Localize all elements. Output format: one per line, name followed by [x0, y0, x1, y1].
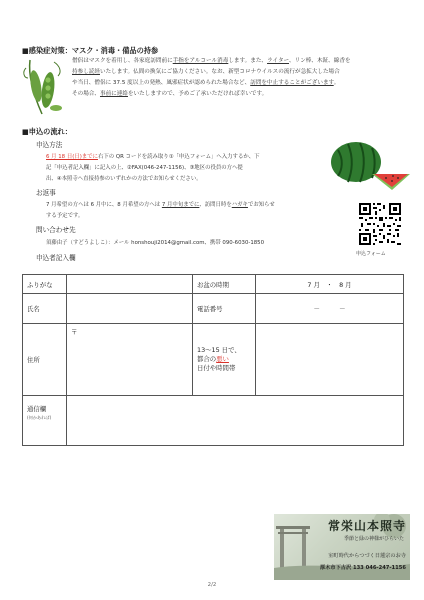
ng-dates-label: 13～15 日で、 都合の悪い 日付や時間帯 [193, 324, 256, 396]
qr-caption: 申込フォーム [356, 251, 386, 257]
furigana-label: ふりがな [23, 275, 67, 294]
name-field[interactable] [67, 294, 193, 324]
name-label: 氏名 [23, 294, 67, 324]
reply-line-1: 7 月希望の方へは 6 月中に、8 月希望の方へは 7 月中旬までに、訪問日時をハガキでお知らせ [46, 202, 275, 208]
temple-era: 室町時代からつづく日蓮宗のお寺 [328, 553, 406, 559]
ng-emphasis: 悪い [216, 355, 229, 363]
address-label: 住所 [23, 324, 67, 396]
deadline: 6 月 18 日(日)までに [46, 154, 98, 160]
watermelon-illustration [330, 140, 412, 192]
reply-line-2: する予定です。 [46, 213, 84, 219]
message-label: 通信欄 (何かあれば) [23, 396, 67, 446]
infection-line: 僧侶はマスクを着用し、各家庭訪問前に手指をアルコール消毒します。また、ライター、リン棒、木鉦、線香を [72, 58, 351, 64]
infection-line: 持参し読経いたします。仏間の換気にご協力ください。なお、新型コロナウイルスの流行が急拡大した場合 [72, 69, 340, 75]
method-line-1: 6 月 18 日(日)までに右下の QR コードを読み取り①「申込フォーム」へ入力するか、下 [46, 154, 260, 160]
furigana-field[interactable] [67, 275, 193, 294]
page-number: 2/2 [207, 582, 217, 588]
method-heading: 申込方法 [36, 141, 63, 149]
phone-label: 電話番号 [193, 294, 256, 324]
form-heading: 申込者記入欄 [36, 254, 76, 262]
ng-dates-field[interactable] [256, 324, 404, 396]
address-field[interactable] [67, 324, 193, 396]
contact-line: 須藤由子（すどうよしこ）：メール honshouji2014@gmail.com、携帯 090-6030-1850 [46, 240, 265, 246]
qr-code[interactable] [358, 202, 402, 246]
contact-heading: 問い合わせ先 [36, 226, 76, 234]
message-field[interactable] [67, 396, 404, 446]
method-line-3: 出、④本照寺へ直接持参のいずれかの方法でお知らせください。 [46, 176, 202, 182]
infection-line: や当日、僧侶に 37.5 度以上の発熱、風邪症状が認められた場合など、訪問を中止することがございます。 [72, 80, 340, 86]
obon-label: お盆の時期 [193, 275, 256, 294]
postal-mark: 〒 [71, 328, 78, 336]
method-line-2: 記「申込者記入欄」に記入の上、②FAX(046-247-1156)、③地区の役員の方へ提 [46, 165, 243, 171]
message-note: (何かあれば) [27, 415, 52, 420]
obon-choice[interactable]: 7 月 ・ 8 月 [256, 275, 404, 294]
infection-line: その場合、事前に連絡をいたしますので、予めご了承いただければ幸いです。 [72, 91, 268, 97]
temple-name: 常栄山本照寺 [327, 519, 406, 533]
infection-body [72, 56, 412, 100]
temple-banner [274, 514, 410, 580]
flow-section-title: ■申込の流れ： [22, 127, 72, 136]
temple-tagline: 季節と緑の神様がひらいた [343, 536, 404, 542]
reply-heading: お返事 [36, 189, 56, 197]
temple-address: 厚木市下古沢 133 046-247-1156 [320, 565, 406, 571]
pea-pod-illustration [22, 56, 66, 118]
application-form [22, 274, 404, 446]
phone-field[interactable]: － － [256, 294, 404, 324]
infection-section-title: ■感染症対策：マスク・消毒・備品の持参 [22, 46, 159, 55]
